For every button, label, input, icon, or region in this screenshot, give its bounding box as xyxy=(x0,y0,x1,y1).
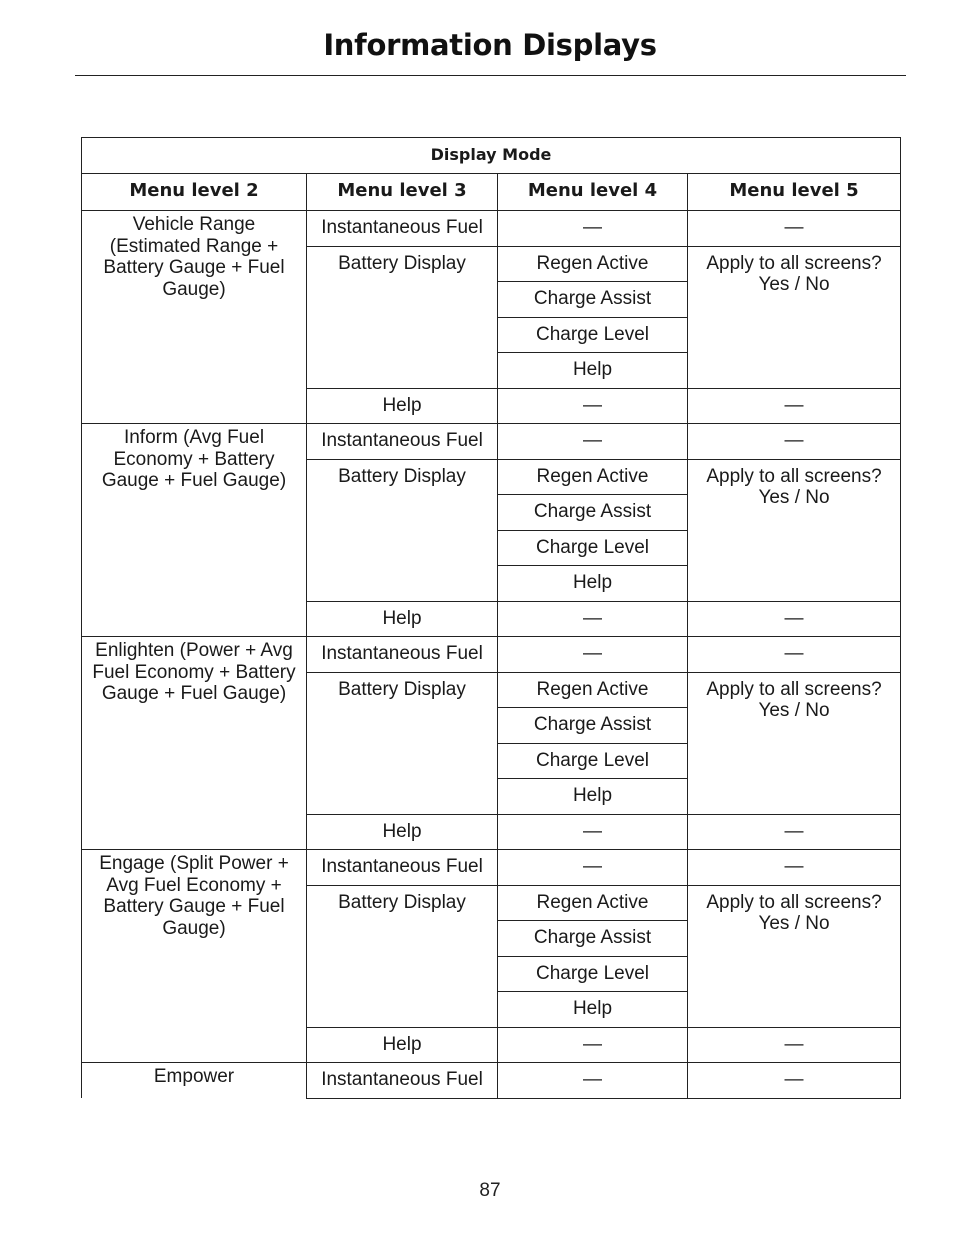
menu-level-4-cell: — xyxy=(498,1063,688,1099)
column-header: Menu level 5 xyxy=(688,174,901,211)
page-title: Information Displays xyxy=(323,28,657,62)
menu-level-4-cell: — xyxy=(498,1027,688,1063)
table-caption: Display Mode xyxy=(82,138,901,174)
menu-level-4-cell: Help xyxy=(498,566,688,602)
menu-level-3-cell: Instantaneous Fuel xyxy=(307,850,498,886)
menu-level-3-cell: Instantaneous Fuel xyxy=(307,1063,498,1099)
menu-level-4-cell: Help xyxy=(498,353,688,389)
menu-level-4-cell: — xyxy=(498,211,688,247)
menu-level-5-cell: — xyxy=(688,424,901,460)
menu-level-2-cell: Inform (Avg Fuel Economy + Battery Gauge + Fuel Gauge) xyxy=(82,424,307,637)
menu-level-5-cell: — xyxy=(688,1063,901,1099)
title-divider xyxy=(75,75,906,76)
menu-level-3-cell: Battery Display xyxy=(307,885,498,1027)
menu-level-4-cell: Regen Active xyxy=(498,459,688,495)
menu-level-4-cell: Regen Active xyxy=(498,672,688,708)
table-header-row xyxy=(82,174,901,211)
menu-level-4-cell: — xyxy=(498,424,688,460)
menu-level-4-cell: Help xyxy=(498,779,688,815)
display-mode-table xyxy=(81,137,901,1099)
menu-level-5-cell: — xyxy=(688,814,901,850)
menu-level-4-cell: Charge Level xyxy=(498,956,688,992)
menu-level-2-cell: Engage (Split Power + Avg Fuel Economy + Battery Gauge + Fuel Gauge) xyxy=(82,850,307,1063)
menu-level-3-cell: Help xyxy=(307,1027,498,1063)
menu-level-3-cell: Help xyxy=(307,601,498,637)
table-row xyxy=(82,211,901,247)
table-row xyxy=(82,1063,901,1099)
page-number: 87 xyxy=(479,1180,501,1201)
menu-level-4-cell: Charge Assist xyxy=(498,495,688,531)
menu-level-5-cell: — xyxy=(688,637,901,673)
menu-level-4-cell: — xyxy=(498,637,688,673)
menu-level-5-cell: — xyxy=(688,1027,901,1063)
menu-level-3-cell: Battery Display xyxy=(307,672,498,814)
menu-level-4-cell: Charge Assist xyxy=(498,282,688,318)
menu-level-2-cell: Vehicle Range (Estimated Range + Battery Gauge + Fuel Gauge) xyxy=(82,211,307,424)
menu-level-4-cell: Regen Active xyxy=(498,885,688,921)
menu-level-3-cell: Battery Display xyxy=(307,246,498,388)
menu-level-4-cell: Help xyxy=(498,992,688,1028)
menu-level-4-cell: — xyxy=(498,601,688,637)
column-header: Menu level 3 xyxy=(307,174,498,211)
menu-level-5-cell: — xyxy=(688,211,901,247)
menu-level-2-cell: Enlighten (Power + Avg Fuel Economy + Battery Gauge + Fuel Gauge) xyxy=(82,637,307,850)
menu-level-5-cell: Apply to all screens? Yes / No xyxy=(688,885,901,1027)
menu-level-5-cell: Apply to all screens? Yes / No xyxy=(688,672,901,814)
menu-level-3-cell: Instantaneous Fuel xyxy=(307,637,498,673)
menu-level-3-cell: Instantaneous Fuel xyxy=(307,424,498,460)
menu-level-5-cell: — xyxy=(688,601,901,637)
table-row xyxy=(82,424,901,460)
menu-level-4-cell: Regen Active xyxy=(498,246,688,282)
menu-level-5-cell: Apply to all screens? Yes / No xyxy=(688,459,901,601)
menu-level-2-cell: Empower xyxy=(82,1063,307,1099)
menu-level-4-cell: — xyxy=(498,814,688,850)
menu-level-5-cell: — xyxy=(688,850,901,886)
table-row xyxy=(82,850,901,886)
column-header: Menu level 4 xyxy=(498,174,688,211)
menu-level-4-cell: Charge Level xyxy=(498,530,688,566)
menu-level-5-cell: — xyxy=(688,388,901,424)
column-header: Menu level 2 xyxy=(82,174,307,211)
menu-level-4-cell: Charge Assist xyxy=(498,708,688,744)
menu-level-5-cell: Apply to all screens? Yes / No xyxy=(688,246,901,388)
menu-level-3-cell: Help xyxy=(307,814,498,850)
table-row xyxy=(82,637,901,673)
menu-level-4-cell: — xyxy=(498,850,688,886)
menu-level-4-cell: Charge Assist xyxy=(498,921,688,957)
menu-level-4-cell: Charge Level xyxy=(498,743,688,779)
table-caption-row xyxy=(82,138,901,174)
menu-level-3-cell: Battery Display xyxy=(307,459,498,601)
menu-level-4-cell: Charge Level xyxy=(498,317,688,353)
menu-level-3-cell: Help xyxy=(307,388,498,424)
menu-level-3-cell: Instantaneous Fuel xyxy=(307,211,498,247)
menu-level-4-cell: — xyxy=(498,388,688,424)
